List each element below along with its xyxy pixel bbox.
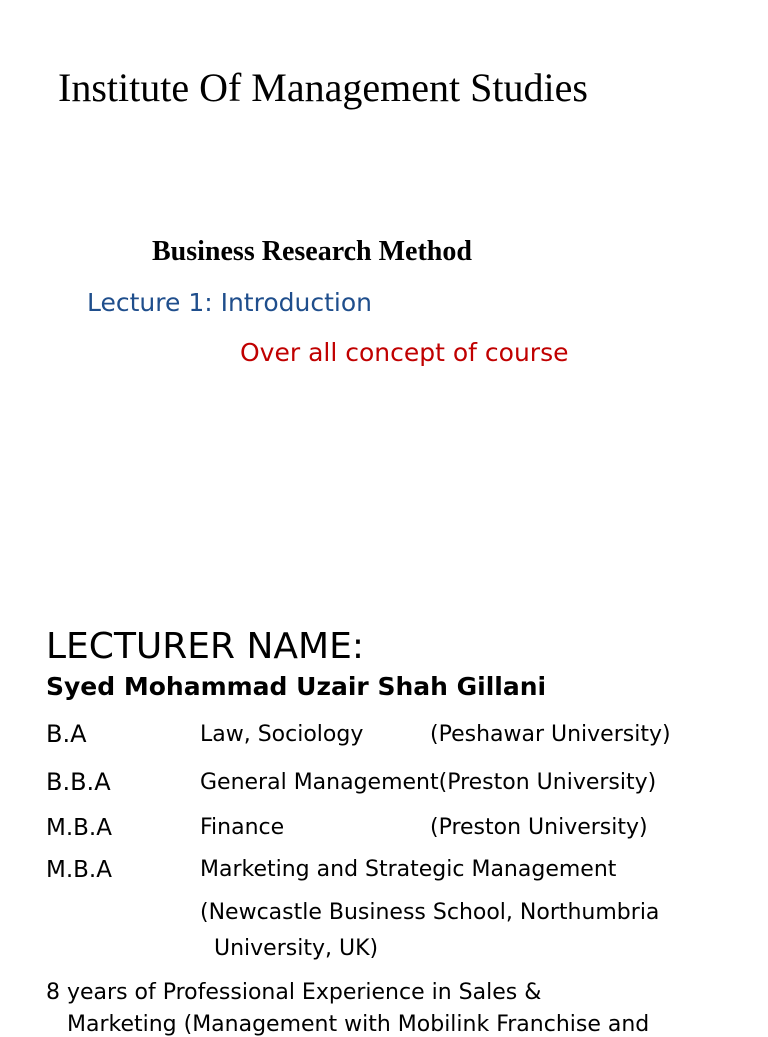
lecture-title: Lecture 1: Introduction (87, 288, 372, 317)
experience-text: 8 years of Professional Experience in Sales & (46, 980, 542, 1005)
institute-title: Institute Of Management Studies (58, 65, 588, 110)
degree-label: B.B.A (46, 768, 111, 796)
degree-field: General Management(Preston University) (200, 770, 657, 795)
degree-field: Marketing and Strategic Management (200, 857, 617, 882)
experience-text-cont: Marketing (Management with Mobilink Franchise and (46, 1012, 650, 1037)
degree-label: M.B.A (46, 815, 112, 841)
lecturer-name: Syed Mohammad Uzair Shah Gillani (46, 672, 547, 701)
course-title: Business Research Method (152, 236, 472, 267)
degree-institution: (Preston University) (430, 815, 648, 840)
degree-field: Law, Sociology (200, 722, 364, 747)
degree-institution: (Newcastle Business School, Northumbria (200, 900, 660, 925)
lecture-subtitle: Over all concept of course (240, 338, 569, 367)
degree-institution: (Peshawar University) (430, 722, 671, 747)
degree-label: M.B.A (46, 857, 112, 883)
lecturer-heading: LECTURER NAME: (46, 626, 364, 667)
degree-institution-cont: University, UK) (214, 936, 379, 961)
degree-label: B.A (46, 720, 87, 748)
degree-field: Finance (200, 815, 285, 840)
